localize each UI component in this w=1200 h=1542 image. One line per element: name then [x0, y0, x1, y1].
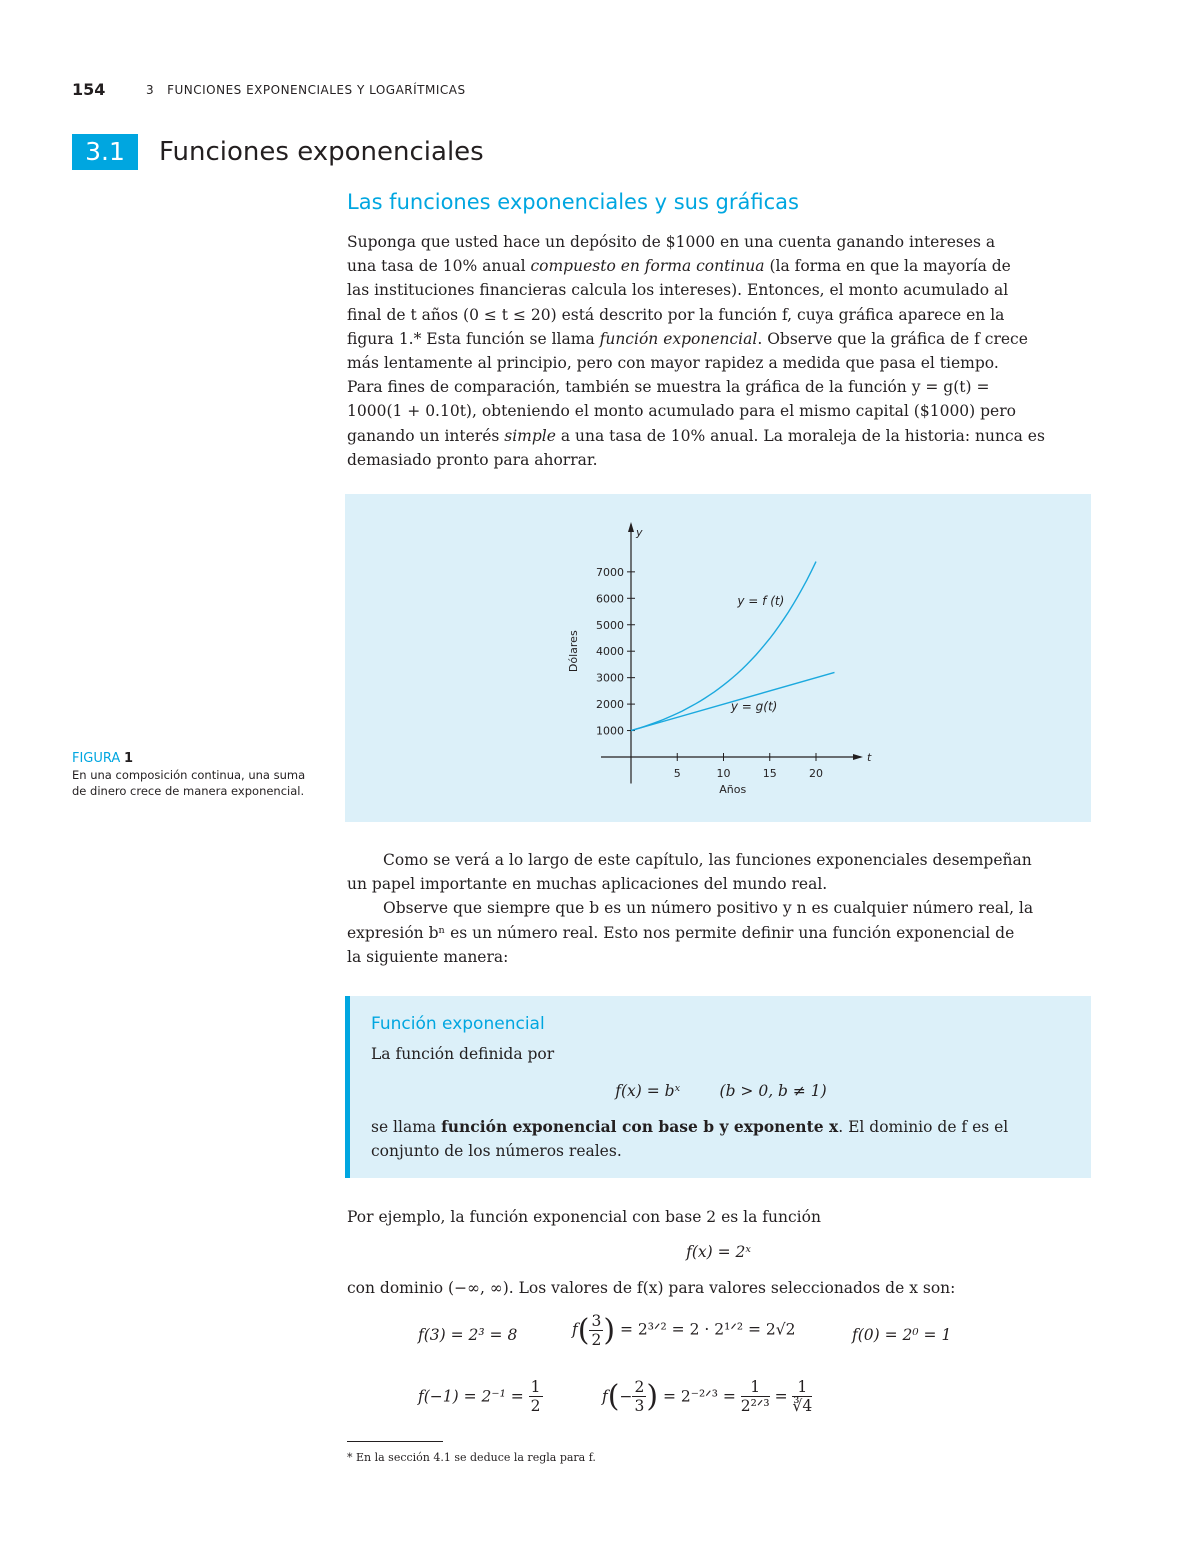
- running-header: 3 FUNCIONES EXPONENCIALES Y LOGARÍTMICAS: [146, 83, 466, 97]
- y-tick-label: 5000: [596, 618, 624, 632]
- x-tick-label: 15: [762, 767, 777, 780]
- definition-title: Función exponencial: [371, 1014, 545, 1034]
- value-f3-2: f( $\frac{3}{2}$ ) = 2³ᐟ² = 2 · 2¹ᐟ² = 2√2: [572, 1312, 796, 1349]
- example-intro: Por ejemplo, la función exponencial con base 2 es la función: [347, 1208, 821, 1226]
- figure-number: 1: [123, 751, 134, 766]
- subsection-title: Las funciones exponenciales y sus gráficas: [347, 190, 799, 214]
- value-f0: f(0) = 2⁰ = 1: [852, 1326, 952, 1344]
- figure-label: FIGURA: [72, 751, 121, 766]
- y-tick-label: 1000: [596, 724, 624, 738]
- series-label-f: y = f (t): [737, 593, 785, 608]
- x-tick-label: 5: [673, 767, 681, 780]
- value-f3: f(3) = 2³ = 8: [418, 1326, 518, 1344]
- figure-caption-text: En una composición continua, una suma de dinero crece de manera exponencial.: [72, 768, 306, 798]
- y-tick-label: 6000: [596, 592, 624, 606]
- figure-panel: [345, 494, 1091, 822]
- y-axis-symbol: y: [636, 526, 643, 539]
- definition-formula: f(x) = bˣ (b > 0, b ≠ 1): [615, 1082, 827, 1100]
- series-label-g: y = g(t): [730, 699, 778, 714]
- figure-caption: [72, 750, 312, 799]
- value-f-neg2-3: f(− $\frac{2}{3}$ ) = 2⁻²ᐟ³ = $\frac{1}{\text{2²ᐟ³}}$ = $\frac{1}{∛4}$: [602, 1378, 813, 1415]
- footnote-rule: [347, 1441, 443, 1442]
- definition-statement: se llama función exponencial con base b y exponente x. El dominio de f es el conjunto de los números reales.: [371, 1117, 1009, 1160]
- series-f-curve: [631, 562, 816, 731]
- y-tick-label: 2000: [596, 698, 624, 712]
- footnote: * En la sección 4.1 se deduce la regla para f.: [347, 1451, 596, 1464]
- y-axis-label: Dólares: [567, 630, 580, 673]
- x-axis-symbol: t: [867, 751, 872, 764]
- x-tick-label: 10: [716, 767, 731, 780]
- after-figure-paragraphs: Como se verá a lo largo de este capítulo, las funciones exponenciales desempeñan un papel importante en muchas aplicaciones del mundo real. Observe que siempre que b es un número positivo y n es cualquier número real, la expresión bⁿ es un número real. Esto nos permite definir una función exponencial de la siguiente manera:: [347, 851, 1034, 966]
- example-domain: con dominio (−∞, ∞). Los valores de f(x) para valores seleccionados de x son:: [347, 1279, 956, 1297]
- x-tick-label: 20: [809, 767, 823, 780]
- section-title: Funciones exponenciales: [159, 137, 484, 167]
- y-axis-arrow: [628, 522, 634, 532]
- y-tick-label: 7000: [596, 565, 624, 579]
- x-axis-arrow: [853, 754, 863, 760]
- definition-intro: La función definida por: [371, 1045, 555, 1063]
- value-f-neg1: f(−1) = 2⁻¹ = $\frac{1}{2}$: [418, 1378, 541, 1415]
- page-number: 154: [72, 80, 106, 99]
- y-tick-label: 4000: [596, 645, 624, 659]
- section-number-badge: 3.1: [72, 134, 138, 170]
- exponential-chart: [345, 494, 1091, 822]
- intro-paragraph: Suponga que usted hace un depósito de $1000 en una cuenta ganando intereses a una tasa de 10% anual compuesto en forma continua (la forma en que la mayoría de las instituciones financieras calcula los intereses). Entonces, el monto acumulado al final de t años (0 ≤ t ≤ 20) está descrito por la función f, cuya gráfica aparece en la figura 1.* Esta función se llama función exponencial. Observe que la gráfica de f crece más lentamente al principio, pero con mayor rapidez a medida que pasa el tiempo. Para fines de comparación, también se muestra la gráfica de la función y = g(t) = 1000(1 + 0.10t), obteniendo el monto acumulado para el mismo capital ($1000) pero ganando un interés simple a una tasa de 10% anual. La moraleja de la historia: nunca es demasiado pronto para ahorrar.: [347, 233, 1045, 469]
- example-formula: f(x) = 2ˣ: [686, 1243, 751, 1261]
- y-tick-label: 3000: [596, 671, 624, 685]
- x-axis-label: Años: [719, 783, 747, 796]
